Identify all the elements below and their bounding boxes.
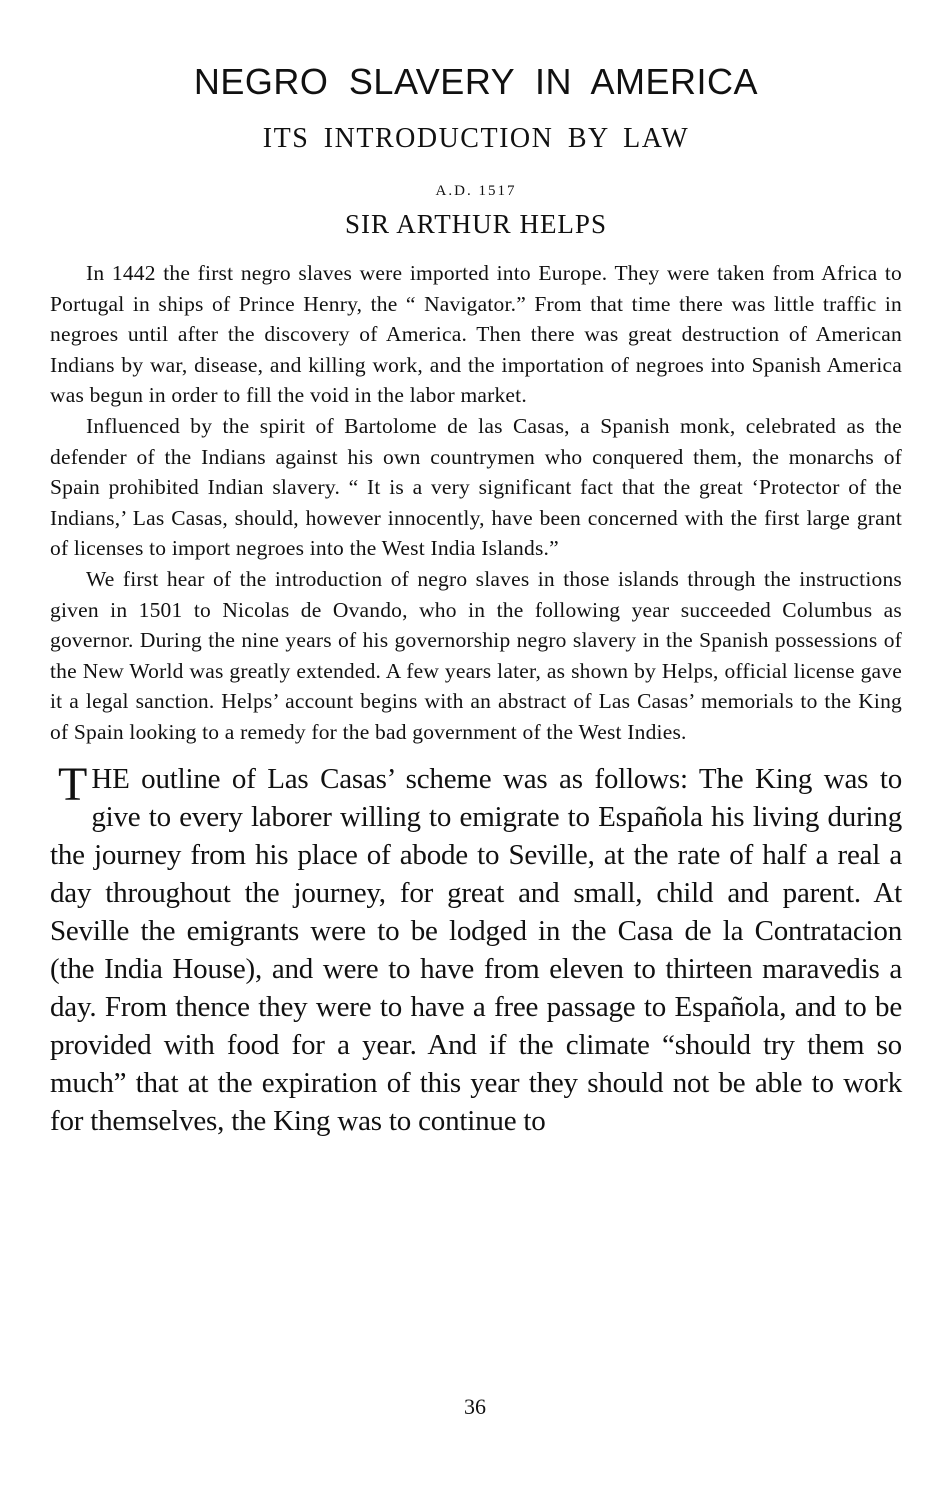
intro-paragraph: Influenced by the spirit of Bartolome de las Casas, a Spanish monk, celebrated as the defender of the Indians against his own countrymen who conquered them, the monarchs of Spain prohibited Indian slavery. “ It is a very significant fact that the great ‘Protector of the Indians,’ Las Casas, should, however innocently, have been concerned with the first large grant of licenses to import negroes into the West India Islands.”: [50, 414, 902, 561]
chapter-subtitle: ITS INTRODUCTION BY LAW: [262, 122, 690, 154]
main-text: [50, 757, 902, 1141]
chapter-author: SIR ARTHUR HELPS: [345, 209, 607, 240]
main-paragraph: outline of Las Casas’ scheme was as follows: The King was to give to every laborer willing to emigrate to Española his living during the journey from his place of abode to Seville, at the rate of half a real a day throughout the journey, for great and small, child and parent. At Seville the emigrants were to be lodged in the Casa de la Contratacion (the India House), and were to have from eleven to thirteen maravedis a day. From thence they were to have a free passage to Española, and to be provided with food for a year. And if the climate “should try them so much” that at the expiration of this year they should not be able to work for themselves, the King was to continue to: [50, 762, 902, 1138]
intro-paragraph: We first hear of the introduction of negro slaves in those islands through the instructions given in 1501 to Nicolas de Ovando, who in the following year succeeded Columbus as governor. During the nine years of his governorship negro slavery in the Spanish possessions of the New World was greatly extended. A few years later, as shown by Helps, official license gave it a legal sanction. Helps’ account begins with an abstract of Las Casas’ memorials to the King of Spain looking to a remedy for the bad government of the West Indies.: [50, 567, 902, 744]
drop-cap: T: [58, 757, 88, 811]
book-page: [50, 62, 902, 1141]
intro-paragraph: In 1442 the first negro slaves were imported into Europe. They were taken from Africa to Portugal in ships of Prince Henry, the “ Navigator.” From that time there was little traffic in negroes until after the discovery of America. Then there was great destruction of American Indians by war, disease, and killing work, and the importation of negroes into Spanish America was begun in order to fill the void in the labor market.: [50, 261, 902, 408]
chapter-date: A.D. 1517: [435, 183, 517, 200]
opening-word-rest: HE: [91, 762, 130, 795]
editorial-introduction: [50, 258, 902, 748]
chapter-title: NEGRO SLAVERY IN AMERICA: [193, 61, 759, 102]
page-number: 36: [464, 1394, 486, 1419]
